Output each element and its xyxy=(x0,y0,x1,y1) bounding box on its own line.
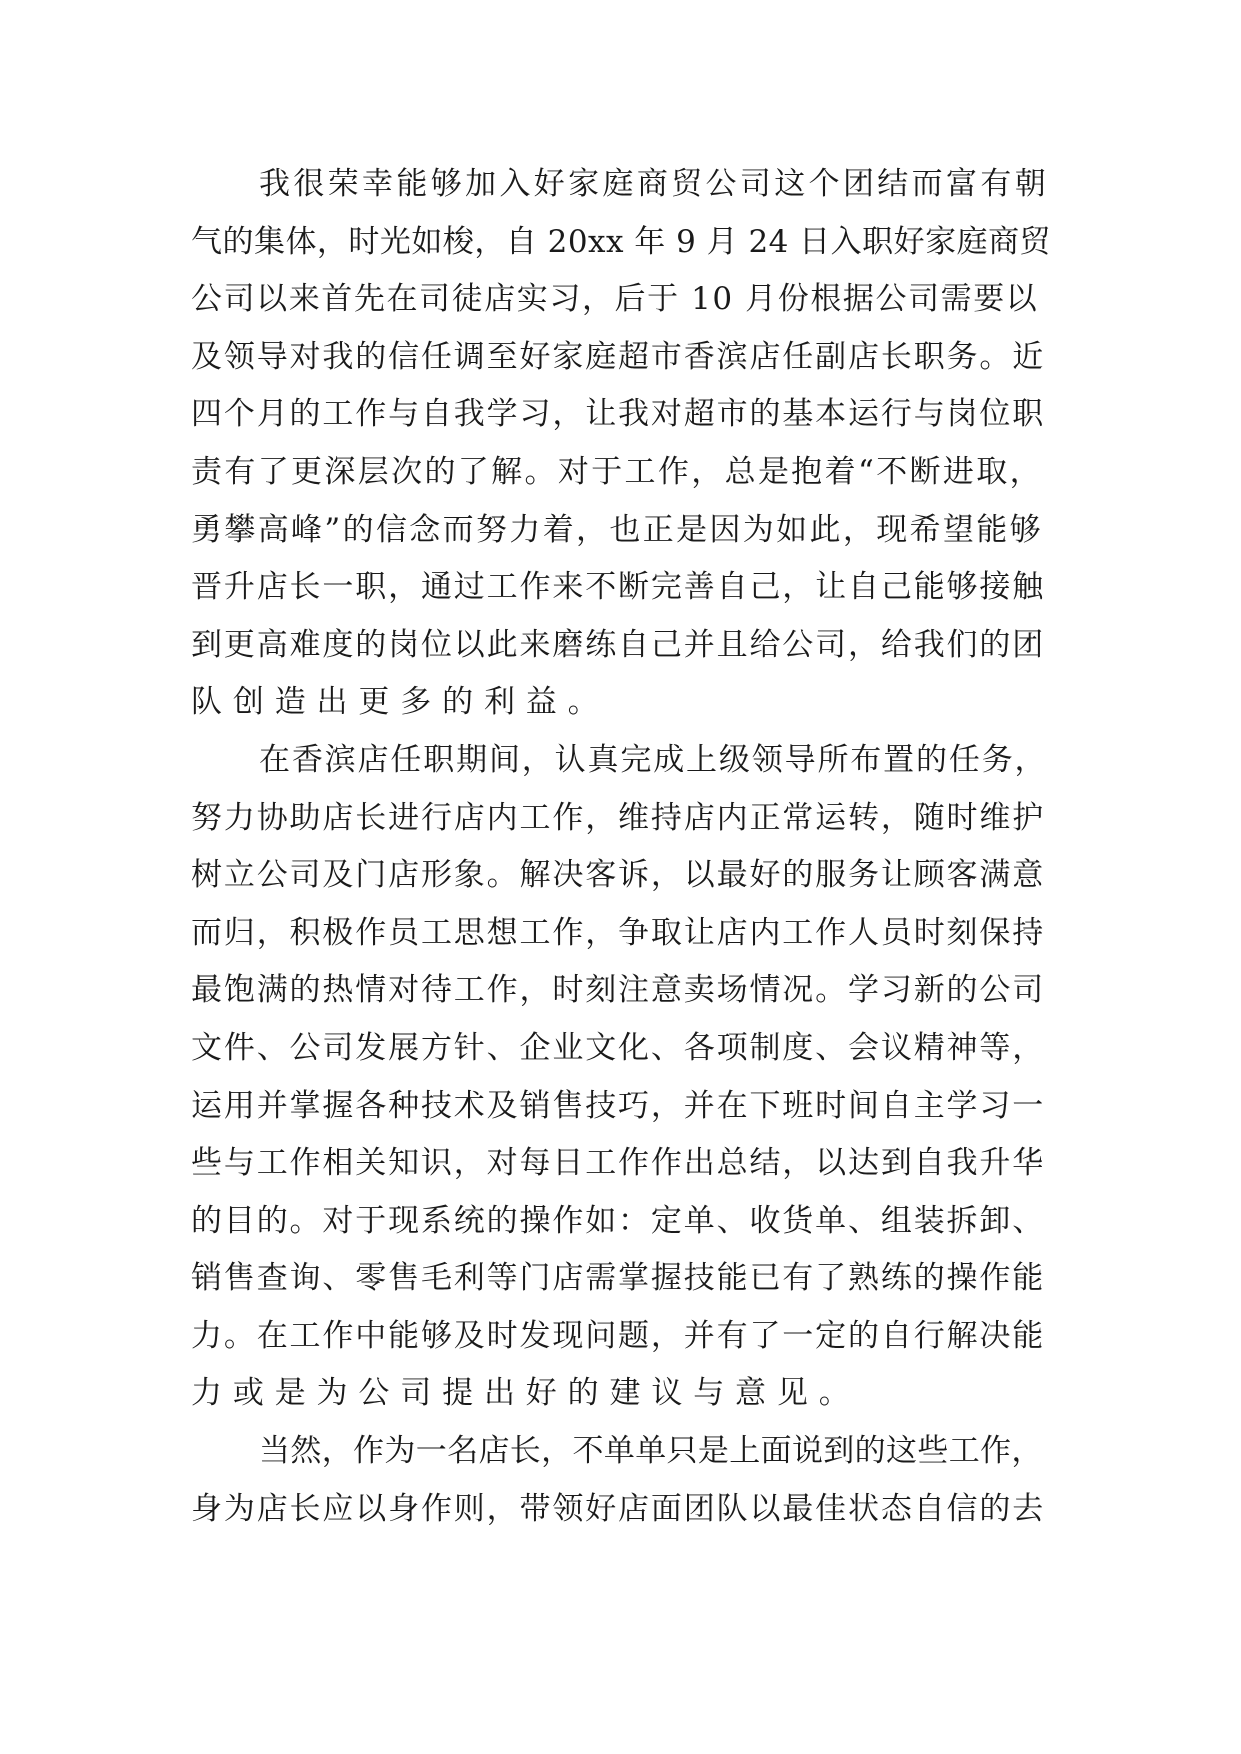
text-line: 文件、公司发展方针、企业文化、各项制度、会议精神等， xyxy=(191,1029,1046,1066)
text-line: 身为店长应以身作则，带领好店面团队以最佳状态自信的去 xyxy=(191,1490,1046,1527)
text-line: 在香滨店任职期间，认真完成上级领导所布置的任务， xyxy=(259,741,1048,778)
text-line: 责有了更深层次的了解。对于工作，总是抱着“不断进取， xyxy=(191,453,1043,490)
text-line: 而归，积极作员工思想工作，争取让店内工作人员时刻保持 xyxy=(191,914,1046,951)
text-line: 四个月的工作与自我学习，让我对超市的基本运行与岗位职 xyxy=(191,396,1046,433)
text-line: 树立公司及门店形象。解决客诉，以最好的服务让顾客满意 xyxy=(191,857,1046,894)
text-line: 力或是为公司提出好的建议与意见。 xyxy=(191,1375,861,1412)
text-line: 公司以来首先在司徒店实习，后于 10 月份根据公司需要以 xyxy=(191,281,1039,318)
text-line: 当然，作为一名店长，不单单只是上面说到的这些工作， xyxy=(259,1433,1043,1470)
text-line: 勇攀高峰”的信念而努力着，也正是因为如此，现希望能够 xyxy=(191,511,1043,548)
text-line: 销售查询、零售毛利等门店需掌握技能已有了熟练的操作能 xyxy=(191,1260,1046,1297)
paragraph-2 xyxy=(191,732,1051,1423)
text-line: 我很荣幸能够加入好家庭商贸公司这个团结而富有朝 xyxy=(259,166,1050,202)
text-line: 的目的。对于现系统的操作如：定单、收货单、组装拆卸、 xyxy=(191,1202,1046,1239)
paragraph-1 xyxy=(191,156,1051,732)
text-line: 及领导对我的信任调至好家庭超市香滨店任副店长职务。近 xyxy=(191,338,1046,375)
text-line: 气的集体，时光如梭，自 20xx 年 9 月 24 日入职好家庭商贸 xyxy=(191,223,1052,260)
text-line: 些与工作相关知识，对每日工作作出总结，以达到自我升华 xyxy=(191,1145,1046,1182)
text-line: 到更高难度的岗位以此来磨练自己并且给公司，给我们的团 xyxy=(191,626,1046,663)
document-body xyxy=(191,156,1051,1538)
paragraph-3 xyxy=(191,1423,1051,1538)
text-line: 最饱满的热情对待工作，时刻注意卖场情况。学习新的公司 xyxy=(191,972,1046,1009)
text-line: 运用并掌握各种技术及销售技巧，并在下班时间自主学习一 xyxy=(191,1087,1046,1124)
text-line: 力。在工作中能够及时发现问题，并有了一定的自行解决能 xyxy=(191,1317,1046,1354)
text-line: 队创造出更多的利益。 xyxy=(191,684,610,721)
text-line: 晋升店长一职，通过工作来不断完善自己，让自己能够接触 xyxy=(191,569,1046,606)
text-line: 努力协助店长进行店内工作，维持店内正常运转，随时维护 xyxy=(191,799,1046,836)
